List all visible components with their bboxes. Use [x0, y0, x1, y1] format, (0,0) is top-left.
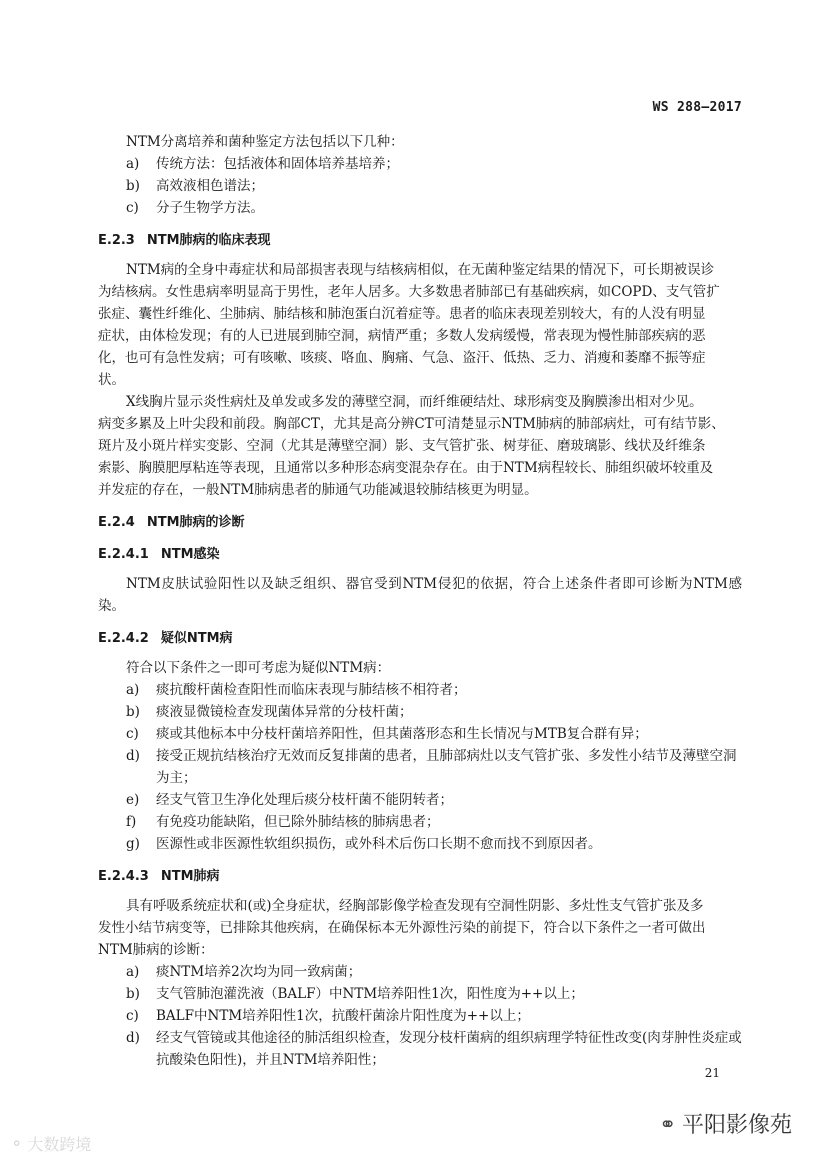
list-item: c) 痰或其他标本中分枝杆菌培养阳性，但其菌落形态和生长情况与MTB复合群有异；: [126, 726, 648, 742]
page-content: [98, 131, 742, 1071]
paragraph: NTM病的全身中毒症状和局部损害表现与结核病相似，在无菌种鉴定结果的情况下，可长期被误诊 为结核病。女性患病率明显高于男性，老年人居多。大多数患者肺部已有基础疾病，如COPD、支气管扩 张症、囊性纤维化、尘肺病、肺结核和肺泡蛋白沉着症等。患者的临床表现差别较大，有的人没有明显 症状，由体检发现；有的人已进展到肺空洞，病情严重；多数人发病缓慢，常表现为慢性肺部疾病的恶 化，也可有急性发病；可有咳嗽、咳痰、咯血、胸痛、气急、盗汗、低热、乏力、消瘦和萎靡不振等症 状。: [98, 262, 720, 388]
list-item: e) 经支气管卫生净化处理后痰分枝杆菌不能阴转者；: [126, 792, 453, 808]
paragraph: 符合以下条件之一即可考虑为疑似NTM病：: [126, 660, 391, 676]
intro-text: NTM分离培养和菌种鉴定方法包括以下几种：: [126, 134, 404, 150]
list-item: b) 高效液相色谱法；: [126, 178, 264, 194]
section-heading-e241: E.2.4.1 NTM感染: [98, 547, 220, 562]
list-item: b) 痰液显微镜检查发现菌体异常的分枝杆菌；: [126, 704, 413, 720]
watermark-left: ⚬ 大数跨境: [10, 1134, 92, 1154]
section-heading-e243: E.2.4.3 NTM肺病: [98, 869, 220, 884]
list-item: g) 医源性或非医源性软组织损伤，或外科术后伤口长期不愈而找不到原因者。: [126, 836, 602, 852]
list-item: d) 接受正规抗结核治疗无效而反复排菌的患者，且肺部病灶以支气管扩张、多发性小结节及薄壁空洞为主；: [126, 748, 737, 786]
paragraph: NTM皮肤试验阳性以及缺乏组织、器官受到NTM侵犯的依据，符合上述条件者即可诊断为NTM感染。: [98, 576, 742, 614]
list-item: b) 支气管肺泡灌洗液（BALF）中NTM培养阳性1次，阳性度为++以上；: [126, 986, 584, 1002]
list-item: f) 有免疫功能缺陷，但已除外肺结核的肺病患者；: [126, 814, 440, 830]
paragraph: 具有呼吸系统症状和(或)全身症状，经胸部影像学检查发现有空洞性阴影、多灶性支气管扩张及多 发性小结节病变等，已排除其他疾病，在确保标本无外源性污染的前提下，符合以下条件之一者可做出 NTM肺病的诊断：: [98, 898, 706, 958]
list-item: a) 痰抗酸杆菌检查阳性而临床表现与肺结核不相符者；: [126, 682, 467, 698]
list-item: c) BALF中NTM培养阳性1次，抗酸杆菌涂片阳性度为++以上；: [126, 1008, 530, 1024]
section-heading-e23: E.2.3 NTM肺病的临床表现: [98, 233, 271, 248]
section-heading-e24: E.2.4 NTM肺病的诊断: [98, 515, 245, 530]
wechat-icon: ⚭: [659, 1111, 676, 1136]
diagnosis-criteria-list: [98, 961, 742, 1071]
list-item: a) 痰NTM培养2次均为同一致病菌；: [126, 964, 362, 980]
standard-code: WS 288—2017: [652, 100, 742, 115]
intro-list: [98, 153, 742, 219]
list-item: a) 传统方法：包括液体和固体培养基培养；: [126, 156, 399, 172]
list-item: c) 分子生物学方法。: [126, 200, 264, 216]
section-heading-e242: E.2.4.2 疑似NTM病: [98, 631, 233, 646]
list-item: d) 经支气管镜或其他途径的肺活组织检查，发现分枝杆菌病的组织病理学特征性改变(肉芽肿性炎症或抗酸染色阳性)，并且NTM培养阳性；: [126, 1030, 742, 1068]
paragraph: X线胸片显示炎性病灶及单发或多发的薄壁空洞，而纤维硬结灶、球形病变及胸膜渗出相对少见。 病变多累及上叶尖段和前段。胸部CT，尤其是高分辨CT可清楚显示NTM肺病的肺部病灶，可有结节影、 斑片及小斑片样实变影、空洞（尤其是薄壁空洞）影、支气管扩张、树芽征、磨玻璃影、线状及纤维条 索影、胸膜肥厚粘连等表现，且通常以多种形态病变混杂存在。由于NTM病程较长、肺组织破坏较重及 并发症的存在，一般NTM肺病患者的肺通气功能减退较肺结核更为明显。: [98, 394, 725, 498]
page-number: 21: [704, 1066, 720, 1080]
chat-bubble-icon: ⚬: [10, 1134, 24, 1153]
watermark-right: ⚭ 平阳影像苑: [659, 1111, 792, 1138]
suspected-criteria-list: [98, 679, 742, 855]
